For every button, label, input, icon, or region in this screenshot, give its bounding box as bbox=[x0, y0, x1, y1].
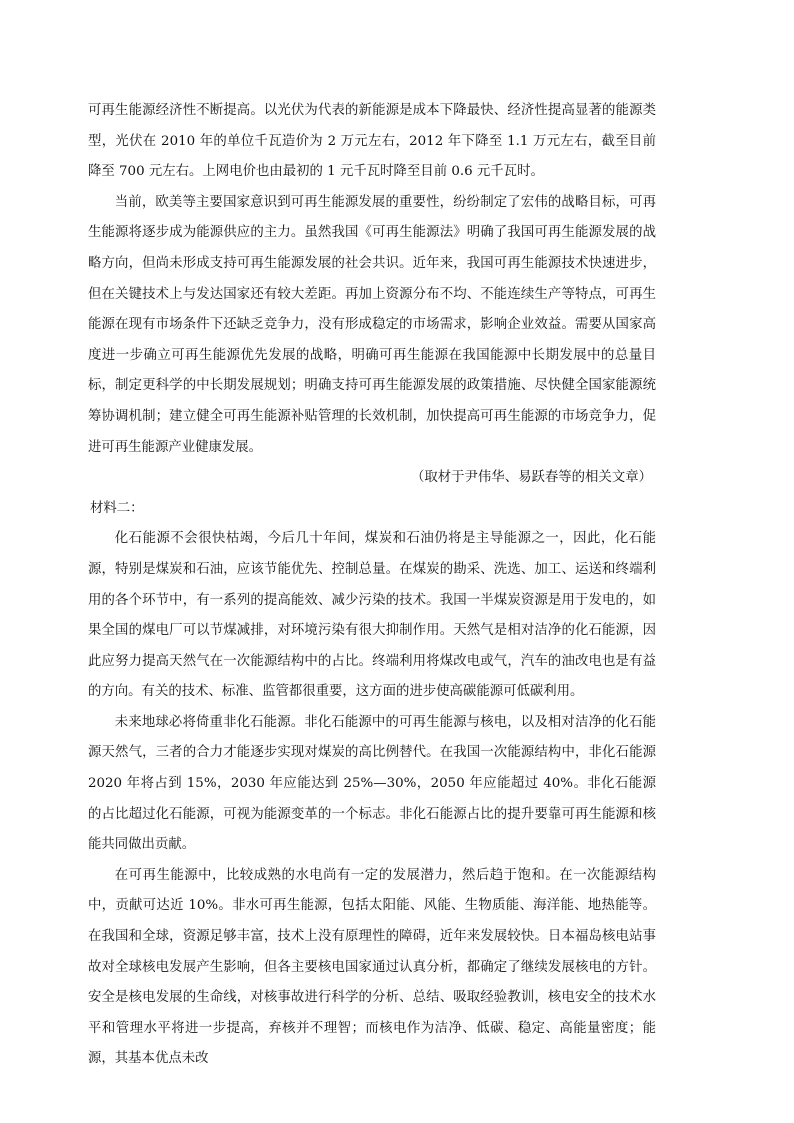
document-page bbox=[88, 96, 656, 1075]
paragraph-renewable-economics: 可再生能源经济性不断提高。以光伏为代表的新能源是成本下降最快、经济性提高显著的能源类型，光伏在 2010 年的单位千瓦造价为 2 万元左右，2012 年下降至 1.1 万元左右，截至目前降至 700 元左右。上网电价也由最初的 1 元千瓦时降至目前 0.6 元千瓦时。 bbox=[88, 103, 656, 180]
section-heading-material-two: 材料二： bbox=[90, 500, 144, 516]
paragraph-non-fossil-energy: 未来地球必将倚重非化石能源。非化石能源中的可再生能源与核电，以及相对洁净的化石能源天然气，三者的合力才能逐步实现对煤炭的高比例替代。在我国一次能源结构中，非化石能源 2020 年将占到 15%，2030 年应能达到 25%—30%，2050 年应能超过 40%。非化石能源的占比超过化石能源，可视为能源变革的一个标志。非化石能源占比的提升要靠可再生能源和核能共同做出贡献。 bbox=[88, 714, 656, 853]
paragraph-current-situation: 当前，欧美等主要国家意识到可再生能源发展的重要性，纷纷制定了宏伟的战略目标，可再生能源将逐步成为能源供应的主力。虽然我国《可再生能源法》明确了我国可再生能源发展的战略方向，但尚未形成支持可再生能源发展的社会共识。近年来，我国可再生能源技术快速进步，但在关键技术上与发达国家还有较大差距。再加上资源分布不均、不能连续生产等特点，可再生能源在现有市场条件下还缺乏竞争力，没有形成稳定的市场需求，影响企业效益。需要从国家高度进一步确立可再生能源优先发展的战略，明确可再生能源在我国能源中长期发展中的总量目标，制定更科学的中长期发展规划；明确支持可再生能源发展的政策措施、尽快健全国家能源统筹协调机制；建立健全可再生能源补贴管理的长效机制，加快提高可再生能源的市场竞争力，促进可再生能源产业健康发展。 bbox=[88, 194, 656, 455]
source-citation: （取材于尹伟华、易跃春等的相关文章） bbox=[410, 470, 652, 486]
paragraph-fossil-energy: 化石能源不会很快枯竭，今后几十年间，煤炭和石油仍将是主导能源之一，因此，化石能源，特别是煤炭和石油，应该节能优先、控制总量。在煤炭的勘采、洗选、加工、运送和终端利用的各个环节中，有一系列的提高能效、减少污染的技术。我国一半煤炭资源是用于发电的，如果全国的煤电厂可以节煤减排，对环境污染有很大抑制作用。天然气是相对洁净的化石能源，因此应努力提高天然气在一次能源结构中的占比。终端利用将煤改电或气，汽车的油改电也是有益的方向。有关的技术、标准、监管都很重要，这方面的进步使高碳能源可低碳利用。 bbox=[88, 531, 656, 700]
paragraph-renewable-and-nuclear: 在可再生能源中，比较成熟的水电尚有一定的发展潜力，然后趋于饱和。在一次能源结构中，贡献可达近 10%。非水可再生能源，包括太阳能、风能、生物质能、海洋能、地热能等。在我国和全球，资源足够丰富，技术上没有原理性的障碍，近年来发展较快。日本福岛核电站事故对全球核电发展产生影响，但各主要核电国家通过认真分析，都确定了继续发展核电的方针。安全是核电发展的生命线，对核事故进行科学的分析、总结、吸取经验教训，核电安全的技术水平和管理水平将进一步提高，弃核并不理智；而核电作为洁净、低碳、稳定、高能量密度；能源，其基本优点未改 bbox=[88, 867, 656, 1067]
